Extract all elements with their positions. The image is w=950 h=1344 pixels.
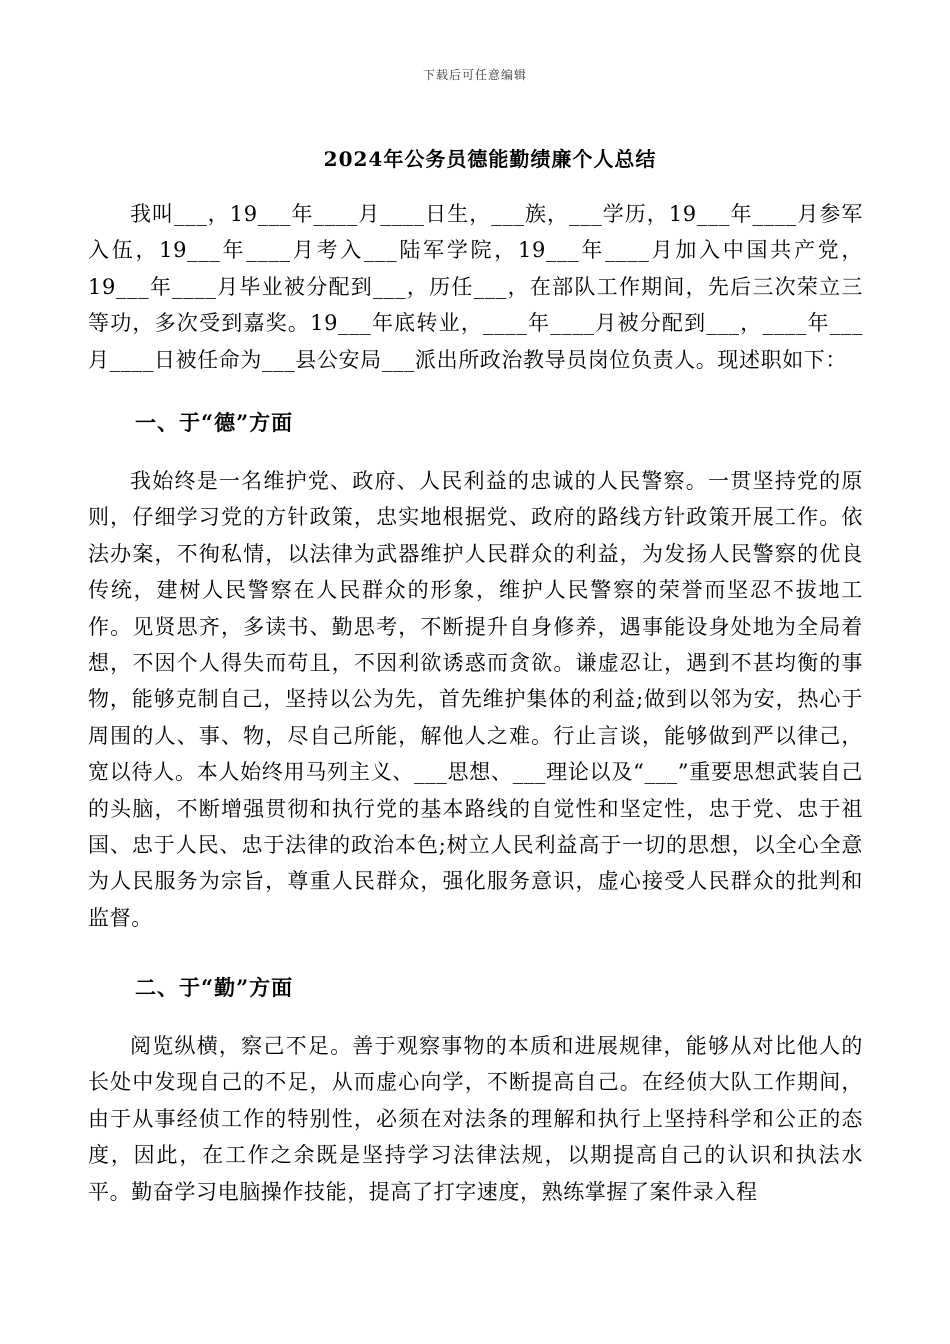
section-qin-paragraph: 阅览纵横，察己不足。善于观察事物的本质和进展规律，能够从对比他人的长处中发现自己的不足，从而虚心向学，不断提高自己。在经侦大队工作期间，由于从事经侦工作的特别性，必须在对法条的理解和执行上坚持科学和公正的态度，因此，在工作之余既是坚持学习法律法规，以期提高自己的认识和执法水平。勤奋学习电脑操作技能，提高了打字速度，熟练掌握了案件录入程 [88,1034,863,1204]
section-de-paragraph: 我始终是一名维护党、政府、人民利益的忠诚的人民警察。一贯坚持党的原则，仔细学习党的方针政策，忠实地根据党、政府的路线方针政策开展工作。依法办案，不徇私情，以法律为武器维护人民群众的利益，为发扬人民警察的优良传统，建树人民警察在人民群众的形象，维护人民警察的荣誉而坚忍不拔地工作。见贤思齐，多读书、勤思考，不断提升自身修养，遇事能设身处地为全局着想，不因个人得失而苟且，不因利欲诱惑而贪欲。谦虚忍让，遇到不甚均衡的事物，能够克制自己，坚持以公为先，首先维护集体的利益;做到以邻为安，热心于周围的人、事、物，尽自己所能，解他人之难。行止言谈，能够做到严以律己，宽以待人。本人始终用马列主义、___思想、___理论以及“___”重要思想武装自己的头脑，不断增强贯彻和执行党的基本路线的自觉性和坚定性，忠于党、忠于祖国、忠于人民、忠于法律的政治本色;树立人民利益高于一切的思想，以全心全意为人民服务为宗旨，尊重人民群众，强化服务意识，虚心接受人民群众的批判和监督。 [88,469,863,930]
header-note: 下载后可任意编辑 [422,68,527,82]
intro-paragraph: 我叫___，19___年____月____日生，___族，___学历，19___年____月参军入伍，19___年____月考入___陆军学院，19___年____月加入中国共产党，19___年____月毕业被分配到___，历任___，在部队工作期间，先后三次荣立三等功，多次受到嘉奖。19___年底转业，____年____月被分配到___，____年___月____日被任命为___县公安局___派出所政治教导员岗位负责人。现述职如下： [88,202,863,372]
section-de-body [88,463,863,936]
section-heading-qin: 二、于“勤”方面 [135,975,294,1000]
document-title: 2024年公务员德能勤绩廉个人总结 [323,147,657,171]
section-heading-de: 一、于“德”方面 [135,410,294,435]
intro-paragraph-block [88,196,863,378]
section-qin-body [88,1028,863,1210]
